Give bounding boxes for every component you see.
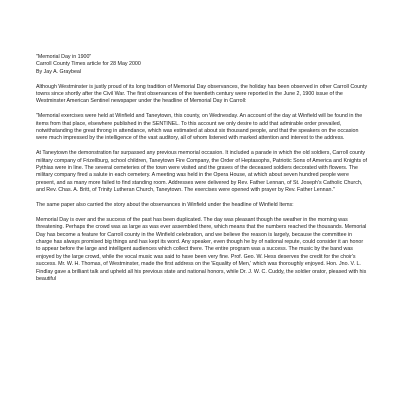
- document-page: [36, 54, 368, 291]
- paragraph-winfield-items: Memorial Day is over and the success of the past has been duplicated. The day was pleasant though the weather in the morning was threatening. Perhaps the crowd was as large as was ever assembled there, which means that the numbers reached the thousands. Memorial Day has become a feature for Carroll county in the Winfield celebration, and we believe the reason is largely, because the committee in charge has always promised big things and has kept its word. Any speaker, even though he by of national repute, could consider it an honor to appear before the large and intelligent audiences which collect there. The entire program was a success. The music by the band was enjoyed by the large crowd, while the vocal music was said to have been very fine. Prof. Geo. W. Hess deserves the credit for the choir's success. Mr. W. H. Thomas, of Westminster, made the first address on the 'Equality of Men,' which was thoroughly enjoyed. Hon. Jno. V. L. Findlay gave a brilliant talk and upheld all his previous state and national honors, while Dr. J. W. C. Cuddy, the soldier orator, pleased with his beautiful: [36, 216, 367, 283]
- paragraph-winfield-intro: The same paper also carried the story about the observances in Winfield under the headline of Winfield Items:: [36, 202, 294, 209]
- article-title: "Memorial Day in 1900": [36, 54, 92, 60]
- paragraph-taneytown: At Taneytown the demonstration far surpassed any previous memorial occasion. It included a parade in which the old soldiers, Carroll county military company of Frizellburg, school children, Taneytown Fire Company, the Order of Heptasophs, Patriotic Sons of America and Knights of Pythias were in line. The several cemeteries of the town were visited and the graves of the deceased soldiers decorated with flowers. The military company fired a salute in each cemetery. A meeting was held in the Opera House, at which about seven hundred people were present, and as many more failed to find standing room. Addresses were delivered by Rev. Father Lennan, of St. Joseph's Catholic Church, and Rev. Chas. A. Britt, of Trinity Lutheran Church, Taneytown. The exercises were opened with prayer by Rev. Father Lennan.": [36, 150, 368, 194]
- article-byline: By Jay A. Graybeal: [36, 68, 82, 75]
- article-source: Carroll County Times article for 28 May 2000: [36, 61, 141, 68]
- paragraph-intro: Although Westminster is justly proud of its long tradition of Memorial Day observances, the holiday has been observed in other Carroll County towns since shortly after the Civil War. The first observances of the twentieth century were reported in the June 2, 1900 issue of the Westminster American Sentinel newspaper under the headline of Memorial Day in Carroll:: [36, 83, 368, 105]
- paragraph-memorial-exercises: "Memorial exercises were held at Winfield and Taneytown, this county, on Wednesday. An account of the day at Winfield will be found in the items from that place, elsewhere published in the SENTINEL. To this account we only desire to add that admirable order prevailed, notwithstanding the great throng in attendance, which was estimated at about six thousand people, and that the speakers on the occasion were much impressed by the intelligence of the vast auditory, all of whom listened with marked attention and interest to the address.: [36, 113, 363, 142]
- article-header: [36, 54, 368, 76]
